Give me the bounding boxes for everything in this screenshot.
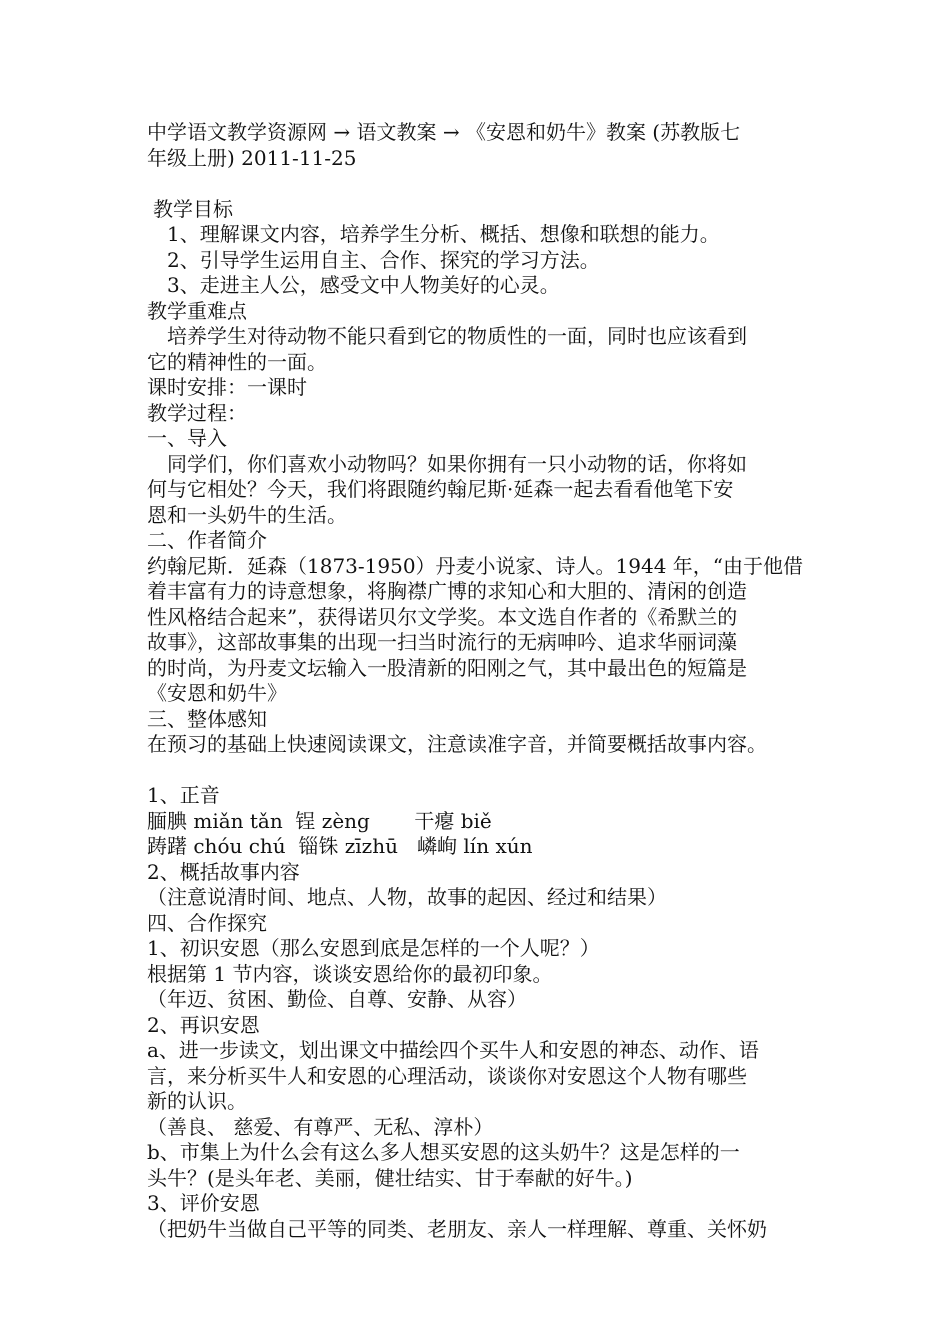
first-line-2: （年迈、贫困、勤俭、自尊、安静、从容） [147, 987, 527, 1011]
difficulty-line-1: 培养学生对待动物不能只看到它的物质性的一面，同时也应该看到 [167, 324, 747, 348]
schedule-line: 课时安排：一课时 [147, 375, 307, 399]
goal-item-3: 3、走进主人公，感受文中人物美好的心灵。 [167, 273, 560, 297]
intro-line-3: 恩和一头奶牛的生活。 [147, 502, 347, 527]
second-a-line-1: a、进一步读文，划出课文中描绘四个买牛人和安恩的神态、动作、语 [147, 1038, 759, 1062]
intro-heading: 一、导入 [147, 426, 227, 450]
third-line-1: （把奶牛当做自己平等的同类、老朋友、亲人一样理解、尊重、关怀奶 [147, 1216, 767, 1241]
second-b-line-2: 头牛？(是头年老、美丽，健壮结实、甘于奉献的好牛。) [147, 1165, 633, 1190]
summary-note: （注意说清时间、地点、人物，故事的起因、经过和结果） [147, 885, 667, 909]
second-a-line-3: 新的认识。 [147, 1089, 247, 1113]
second-a-answer: （善良、 慈爱、有尊严、无私、淳朴） [147, 1114, 494, 1139]
difficulty-line-2: 它的精神性的一面。 [147, 349, 327, 374]
pronunciation-heading: 1、正音 [147, 783, 220, 807]
difficulty-heading: 教学重难点 [147, 298, 247, 323]
first-line-1: 根据第 1 节内容，谈谈安恩给你的最初印象。 [147, 961, 553, 986]
author-line-2: 着丰富有力的诗意想象，将胸襟广博的求知心和大胆的、清闲的创造 [147, 579, 747, 603]
document-page [147, 120, 812, 1242]
process-heading: 教学过程： [147, 400, 247, 425]
goal-item-2: 2、引导学生运用自主、合作、探究的学习方法。 [167, 247, 600, 272]
second-b-line-1: b、市集上为什么会有这么多人想买安恩的这头奶牛？这是怎样的一 [147, 1140, 740, 1164]
breadcrumb-line-1: 中学语文教学资源网 → 语文教案 → 《安恩和奶牛》教案 (苏教版七 [147, 120, 741, 144]
author-line-4: 故事》，这部故事集的出现一扫当时流行的无病呻吟、追求华丽词藻 [147, 630, 737, 654]
cooperation-heading: 四、合作探究 [147, 910, 267, 935]
third-heading: 3、评价安恩 [147, 1191, 260, 1215]
overall-line-1: 在预习的基础上快速阅读课文，注意读准字音，并简要概括故事内容。 [147, 732, 767, 756]
author-line-5: 的时尚，为丹麦文坛输入一股清新的阳刚之气，其中最出色的短篇是 [147, 655, 747, 680]
summary-heading: 2、概括故事内容 [147, 859, 300, 884]
spacer [147, 171, 812, 197]
spacer [147, 758, 812, 784]
intro-line-1: 同学们，你们喜欢小动物吗？如果你拥有一只小动物的话，你将如 [167, 451, 747, 476]
goals-heading: 教学目标 [153, 196, 233, 221]
pronunciation-line-1: 腼腆 miǎn tǎn 锃 zèng 干瘪 biě [147, 808, 492, 833]
author-line-6: 《安恩和奶牛》 [147, 681, 287, 705]
second-a-line-2: 言，来分析买牛人和安恩的心理活动，谈谈你对安恩这个人物有哪些 [147, 1063, 747, 1088]
intro-line-2: 何与它相处？今天，我们将跟随约翰尼斯·延森一起去看看他笔下安 [147, 477, 734, 501]
pronunciation-line-2: 踌躇 chóu chú 锱铢 zīzhū 嶙峋 lín xún [147, 834, 533, 858]
breadcrumb-line-2: 年级上册) 2011-11-25 [147, 145, 357, 170]
first-heading: 1、初识安恩（那么安恩到底是怎样的一个人呢？） [147, 936, 600, 960]
author-line-3: 性风格结合起来”，获得诺贝尔文学奖。本文选自作者的《希默兰的 [147, 604, 738, 629]
goal-item-1: 1、理解课文内容，培养学生分析、概括、想像和联想的能力。 [167, 222, 720, 246]
overall-heading: 三、整体感知 [147, 706, 267, 731]
second-heading: 2、再识安恩 [147, 1012, 260, 1037]
author-line-1: 约翰尼斯．延森（1873-1950）丹麦小说家、诗人。1944 年，“由于他借 [147, 553, 804, 578]
author-heading: 二、作者简介 [147, 528, 267, 552]
